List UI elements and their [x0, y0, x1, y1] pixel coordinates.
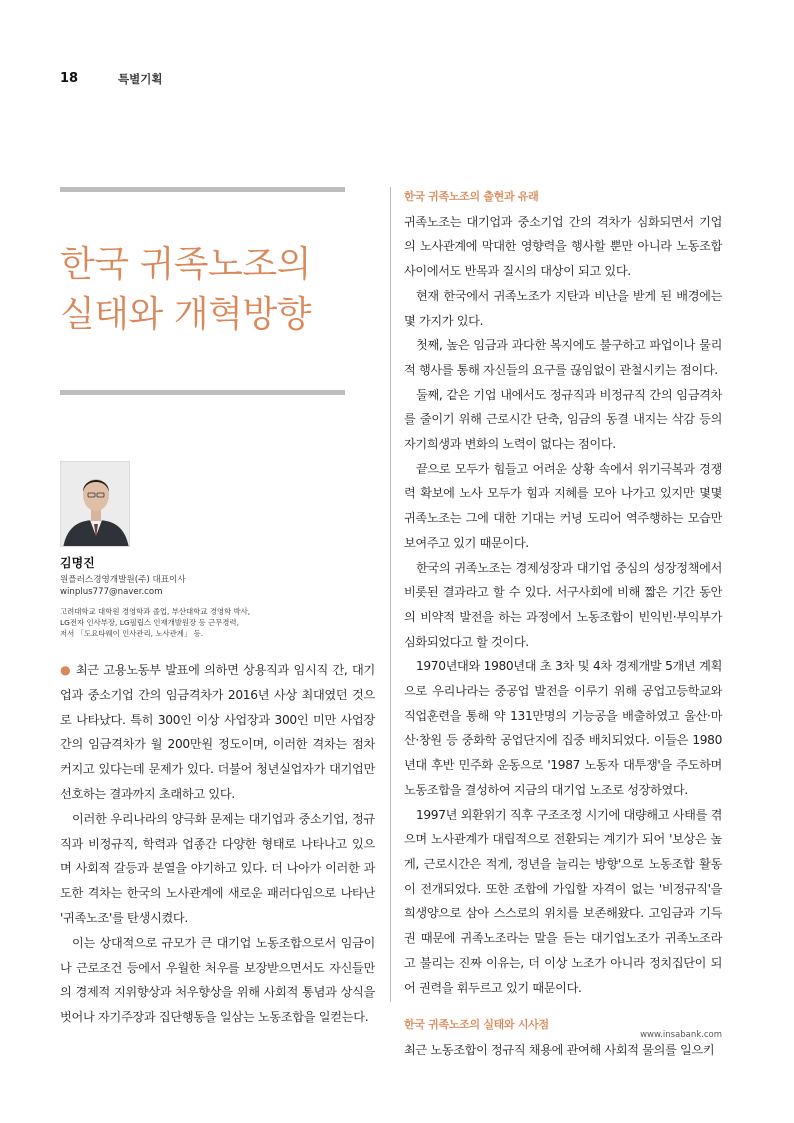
article-title-line2: 실태와 개혁방향 [60, 294, 311, 335]
author-email: winplus777@naver.com [60, 587, 163, 597]
right-paragraph-2: 현재 한국에서 귀족노조가 지탄과 비난을 받게 된 배경에는 몇 가지가 있다. [404, 288, 722, 328]
author-photo [60, 461, 130, 547]
right-paragraph-9: 최근 노동조합이 정규직 채용에 관여해 사회적 물의를 일으키 [404, 1042, 715, 1057]
right-paragraph-5: 끝으로 모두가 힘들고 어려운 상황 속에서 위기극복과 경쟁력 확보에 노사 모두가 힘과 지혜를 모아 나가고 있지만 몇몇 귀족노조는 그에 대한 기대는 커녕 도리어 역주행하는 모습만 보여주고 있기 때문이다. [404, 461, 722, 550]
author-info [60, 574, 350, 639]
page-number: 18 [60, 71, 79, 86]
right-paragraph-1: 귀족노조는 대기업과 중소기업 간의 격차가 심화되면서 기업의 노사관계에 막대한 영향력을 행사할 뿐만 아니라 노동조합 사이에서도 반목과 질시의 대상이 되고 있다. [404, 214, 722, 279]
right-paragraph-7: 1970년대와 1980년대 초 3차 및 4차 경제개발 5개년 계획으로 우리나라는 중공업 발전을 이루기 위해 공업고등학교와 직업훈련을 통해 약 131만명의 기능공을 배출하였고 울산·마산·창원 등 중화학 공업단지에 집중 배치되었다. 이들은 1980년대 후반 민주화 운동으로 '1987 노동자 대투쟁'을 주도하며 노동조합을 결성하여 지금의 대기업 노조로 성장하였다. [404, 659, 722, 797]
article-title-line1: 한국 귀족노조의 [60, 244, 311, 285]
author-bio-2: LG전자 인사부장, LG필립스 인재개발원장 등 근무경력, [60, 618, 239, 627]
column-divider [390, 187, 391, 1002]
left-paragraph-1: ● 최근 고용노동부 발표에 의하면 상용직과 임시직 간, 대기업과 중소기업 간의 임금격차가 2016년 사상 최대였던 것으로 나타났다. 특히 300인 이상 사업장과 300인 미만 사업장 간의 임금격차가 월 200만원 정도이며, 이러한 격차는 점차 커지고 있다는데 문제가 있다. 더불어 청년실업자가 대기업만 선호하는 결과까지 초래하고 있다. [60, 663, 375, 801]
left-column [60, 658, 375, 1030]
right-column [404, 185, 722, 1063]
author-affiliation: 원플러스경영개발원(주) 대표이사 [60, 575, 186, 585]
author-name: 김명진 [60, 556, 95, 570]
title-rule-top [60, 187, 345, 192]
section-heading-status: 한국 귀족노조의 실태와 시사점 [404, 1018, 549, 1032]
section-label: 특별기획 [118, 72, 163, 86]
author-bio-1: 고려대학교 대학원 경영학과 졸업, 부산대학교 경영학 박사, [60, 607, 251, 616]
left-paragraph-2: 이러한 우리나라의 양극화 문제는 대기업과 중소기업, 정규직과 비정규직, 학력과 업종간 다양한 형태로 나타나고 있으며 사회적 갈등과 분열을 야기하고 있다. 더 나아가 이러한 과도한 격차는 한국의 노사관계에 새로운 패러다임으로 나타난 '귀족노조'를 탄생시켰다. [60, 811, 375, 925]
title-rule-bottom [60, 390, 345, 395]
right-paragraph-8: 1997년 외환위기 직후 구조조정 시기에 대량해고 사태를 겪으며 노사관계가 대립적으로 전환되는 계기가 되어 '보상은 높게, 근로시간은 적게, 정년을 늘리는 방향'으로 노동조합 활동이 전개되었다. 또한 조합에 가입할 자격이 없는 '비정규직'을 희생양으로 삼아 스스로의 위치를 보존해왔다. 고임금과 기득권 때문에 귀족노조라는 말을 듣는 대기업노조가 귀족노조라고 불리는 진짜 이유는, 더 이상 노조가 아니라 정치집단이 되어 권력을 휘두르고 있기 때문이다. [404, 807, 722, 995]
author-portrait-icon [61, 462, 130, 547]
bullet-icon: ● [60, 663, 76, 677]
footer-url: www.insabank.com [640, 1030, 722, 1040]
article-title [60, 240, 311, 340]
left-paragraph-3: 이는 상대적으로 규모가 큰 대기업 노동조합으로서 임금이나 근로조건 등에서 우월한 처우를 보장받으면서도 자신들만의 경제적 지위향상과 처우향상을 위해 사회적 통념과 상식을 벗어나 자기주장과 집단행동을 일삼는 노동조합을 일컫는다. [60, 935, 375, 1025]
author-bio-3: 저서 「도요타웨이 인사관리, 노사관계」 등. [60, 629, 204, 638]
section-heading-origin: 한국 귀족노조의 출현과 유래 [404, 190, 539, 203]
right-paragraph-6: 한국의 귀족노조는 경제성장과 대기업 중심의 성장정책에서 비롯된 결과라고 할 수 있다. 서구사회에 비해 짧은 기간 동안의 비약적 발전을 하는 과정에서 노동조합이 빈익빈·부익부가 심화되었다고 할 것이다. [404, 560, 722, 649]
right-paragraph-4: 둘째, 같은 기업 내에서도 정규직과 비정규직 간의 임금격차를 줄이기 위해 근로시간 단축, 임금의 동결 내지는 삭감 등의 자기희생과 변화의 노력이 없다는 점이다. [404, 387, 722, 452]
right-paragraph-3: 첫째, 높은 임금과 과다한 복지에도 불구하고 파업이나 물리적 행사를 통해 자신들의 요구를 끊임없이 관철시키는 점이다. [404, 338, 722, 377]
